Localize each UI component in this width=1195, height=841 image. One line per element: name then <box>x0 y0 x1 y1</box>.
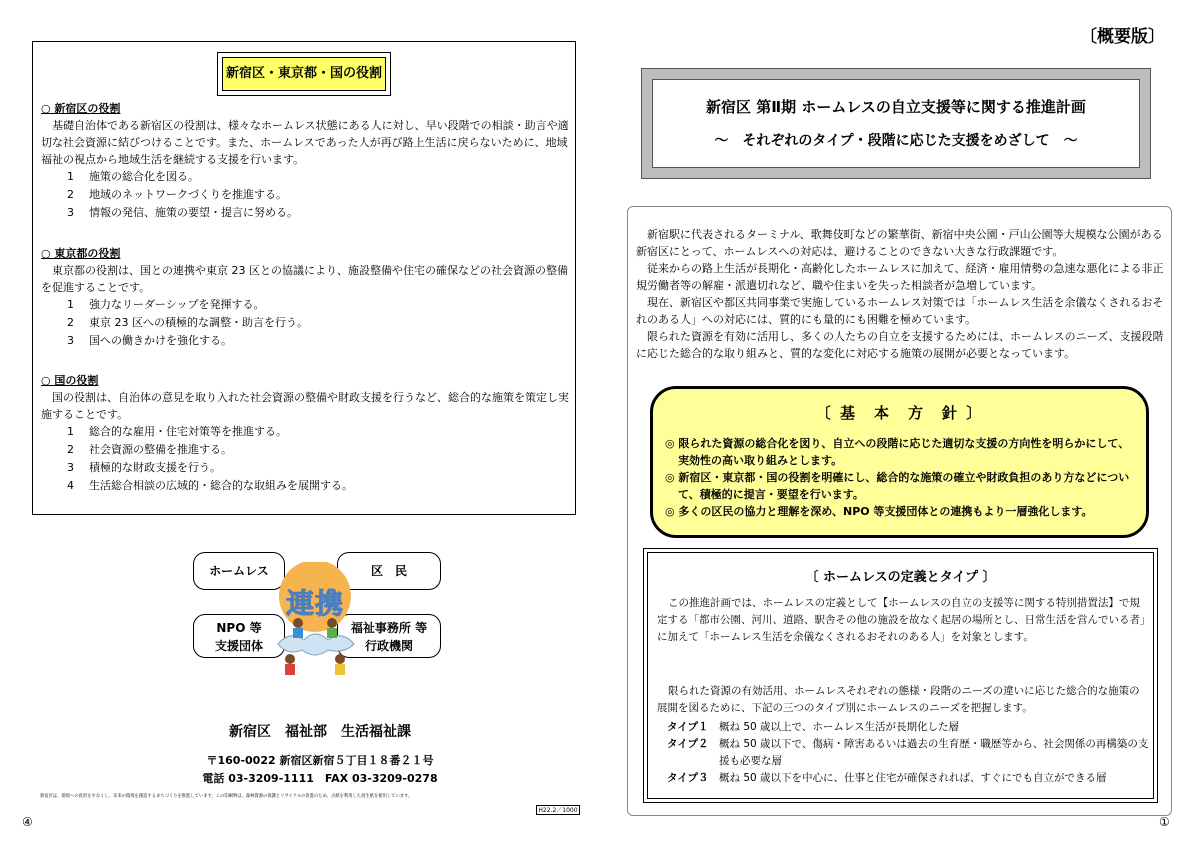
list-item: 1 強力なリーダーシップを発揮する。 <box>67 298 265 311</box>
type-row: タイプ１ 概ね 50 歳以上で、ホームレス生活が長期化した層 <box>667 721 960 733</box>
policy-item: ◎ 限られた資源の総合化を図り、自立への段階に応じた適切な支援の方向性を明らかにして、実効性の高い取り組みとします。 <box>665 437 1130 467</box>
print-code: H22.2／1000 <box>536 805 580 815</box>
section-shinjuku <box>41 100 573 222</box>
intro-paragraph: 新宿駅に代表されるターミナル、歌舞伎町などの繁華街、新宿中央公園・戸山公園等大規模な公園がある新宿区にとって、ホームレスへの対応は、避けることのできない大きな行政課題です。 <box>636 228 1163 258</box>
recycle-note: 新宿区は、環境への負担を少なくし、未来の環境を創造するまちづくりを推進しています。この印刷物は、森林資源の保護とリサイクルの促進のため、古紙を利用した再生紙を使用しています。 <box>40 794 413 799</box>
department-name: 新宿区 福祉部 生活福祉課 <box>229 724 411 740</box>
section-tokyo <box>41 245 573 350</box>
section-body: 国の役割は、自治体の意見を取り入れた社会資源の整備や財政支援を行うなど、総合的な施策を策定し実施することです。 <box>41 391 569 421</box>
section-body: 東京都の役割は、国との連携や東京 23 区との協議により、施設整備や住宅の確保などの社会資源の整備を促進することです。 <box>41 264 568 294</box>
person-head <box>335 654 345 664</box>
cloud-shape <box>278 634 354 655</box>
renkei-text: 連携 <box>285 587 344 620</box>
phone-fax: 電話 03-3209-1111 FAX 03-3209-0278 <box>202 772 438 785</box>
person-body <box>285 664 295 675</box>
definition-inner <box>647 552 1154 799</box>
basic-policy-title: 〔 基 本 方 針 〕 <box>815 404 984 422</box>
section-heading: ○ 東京都の役割 <box>41 247 121 260</box>
plan-title-panel <box>652 79 1140 168</box>
roles-box <box>32 41 576 515</box>
person-head <box>285 654 295 664</box>
type-row: タイプ３ 概ね 50 歳以下を中心に、仕事と住宅が確保されれば、すぐにでも自立ができる層 <box>667 772 1107 784</box>
collaboration-diagram <box>190 548 450 688</box>
person-body <box>335 664 345 675</box>
intro-paragraph: 現在、新宿区や都区共同事業で実施しているホームレス対策では「ホームレス生活を余儀なくされるおそれのある人」への対応には、質的にも量的にも困難を極めています。 <box>636 296 1164 326</box>
list-item: 1 施策の総合化を図る。 <box>67 170 199 183</box>
plan-subtitle: ～ それぞれのタイプ・段階に応じた支援をめざして ～ <box>714 133 1078 149</box>
intro-paragraph: 従来からの路上生活が長期化・高齢化したホームレスに加えて、経済・雇用情勢の急速な悪化による非正規労働者等の解雇・派遣切れなど、職や住まいを失った相談者が急増しています。 <box>636 262 1164 292</box>
roles-title-frame <box>217 52 391 96</box>
page-number-right: ① <box>1159 815 1170 829</box>
list-item: 1 総合的な雇用・住宅対策等を推進する。 <box>67 425 287 438</box>
plan-title-frame <box>641 68 1151 179</box>
page-number-left: ④ <box>22 815 33 829</box>
npo-label: NPO 等 支援団体 <box>193 614 285 658</box>
person-body <box>293 628 303 638</box>
section-body: 基礎自治体である新宿区の役割は、様々なホームレス状態にある人に対し、早い段階での相談・助言や適切な社会資源に結びつけることです。また、ホームレスであった人が再び路上生活に戻らないために、地域福祉の視点から地域生活を継続する支援を行います。 <box>41 119 569 166</box>
basic-policy-list <box>665 435 1137 520</box>
list-item: 2 地域のネットワークづくりを推進する。 <box>67 188 287 201</box>
list-item: 3 情報の発信、施策の要望・提言に努める。 <box>67 206 298 219</box>
person-body <box>327 628 337 638</box>
intro-paragraph: 限られた資源を有効に活用し、多くの人たちの自立を支援するためには、ホームレスのニーズ、支援段階に応じた総合的な取り組みと、質的な変化に対応する施策の展開が必要となっています。 <box>636 330 1164 360</box>
list-item: 2 東京 23 区への積極的な調整・助言を行う。 <box>67 316 308 329</box>
list-item: 3 積極的な財政支援を行う。 <box>67 461 221 474</box>
welfare-office-label: 福祉事務所 等 行政機関 <box>337 614 441 658</box>
roles-title: 新宿区・東京都・国の役割 <box>222 57 386 91</box>
plan-title: 新宿区 第Ⅱ期 ホームレスの自立支援等に関する推進計画 <box>706 98 1086 116</box>
basic-policy-box <box>650 386 1149 538</box>
intro-text <box>636 226 1165 362</box>
list-item: 2 社会資源の整備を推進する。 <box>67 443 232 456</box>
residents-label: 区 民 <box>337 552 441 590</box>
list-item: 3 国への働きかけを強化する。 <box>67 334 232 347</box>
definition-title: 〔 ホームレスの定義とタイプ 〕 <box>805 570 996 585</box>
section-national <box>41 372 573 495</box>
type-row: タイプ２ 概ね 50 歳以下で、傷病・障害あるいは過去の生育歴・職歴等から、社会関係の再構築の支援も必要な層 <box>667 738 1149 767</box>
address: 〒160-0022 新宿区新宿５丁目１８番２１号 <box>206 754 434 767</box>
section-heading: ○ 新宿区の役割 <box>41 102 121 115</box>
definition-paragraph: この推進計画では、ホームレスの定義として【ホームレスの自立の支援等に関する特別措置法】で規定する「都市公園、河川、道路、駅舎その他の施設を故なく起居の場所とし、日常生活を営んでいる者」に加えて「ホームレス生活を余儀なくされるおそれのある人」を対象とします。 <box>657 597 1146 643</box>
policy-item: ◎ 多くの区民の協力と理解を深め、NPO 等支援団体との連携もより一層強化します。 <box>665 505 1093 518</box>
edition-label: 〔概要版〕 <box>1080 27 1165 47</box>
type-list <box>657 719 1149 787</box>
policy-item: ◎ 新宿区・東京都・国の役割を明確にし、総合的な施策の確立や財政負担のあり方などについて、積極的に提言・要望を行います。 <box>665 471 1130 501</box>
renkei-illustration <box>270 562 360 688</box>
homeless-label: ホームレス <box>193 552 285 590</box>
list-item: 4 生活総合相談の広域的・総合的な取組みを展開する。 <box>67 479 353 492</box>
section-heading: ○ 国の役割 <box>41 374 99 387</box>
definition-paragraph: 限られた資源の有効活用、ホームレスそれぞれの態様・段階のニーズの違いに応じた総合的な施策の展開を図るために、下記の三つのタイプ別にホームレスのニーズを把握します。 <box>657 685 1140 714</box>
definition-box <box>643 548 1158 803</box>
